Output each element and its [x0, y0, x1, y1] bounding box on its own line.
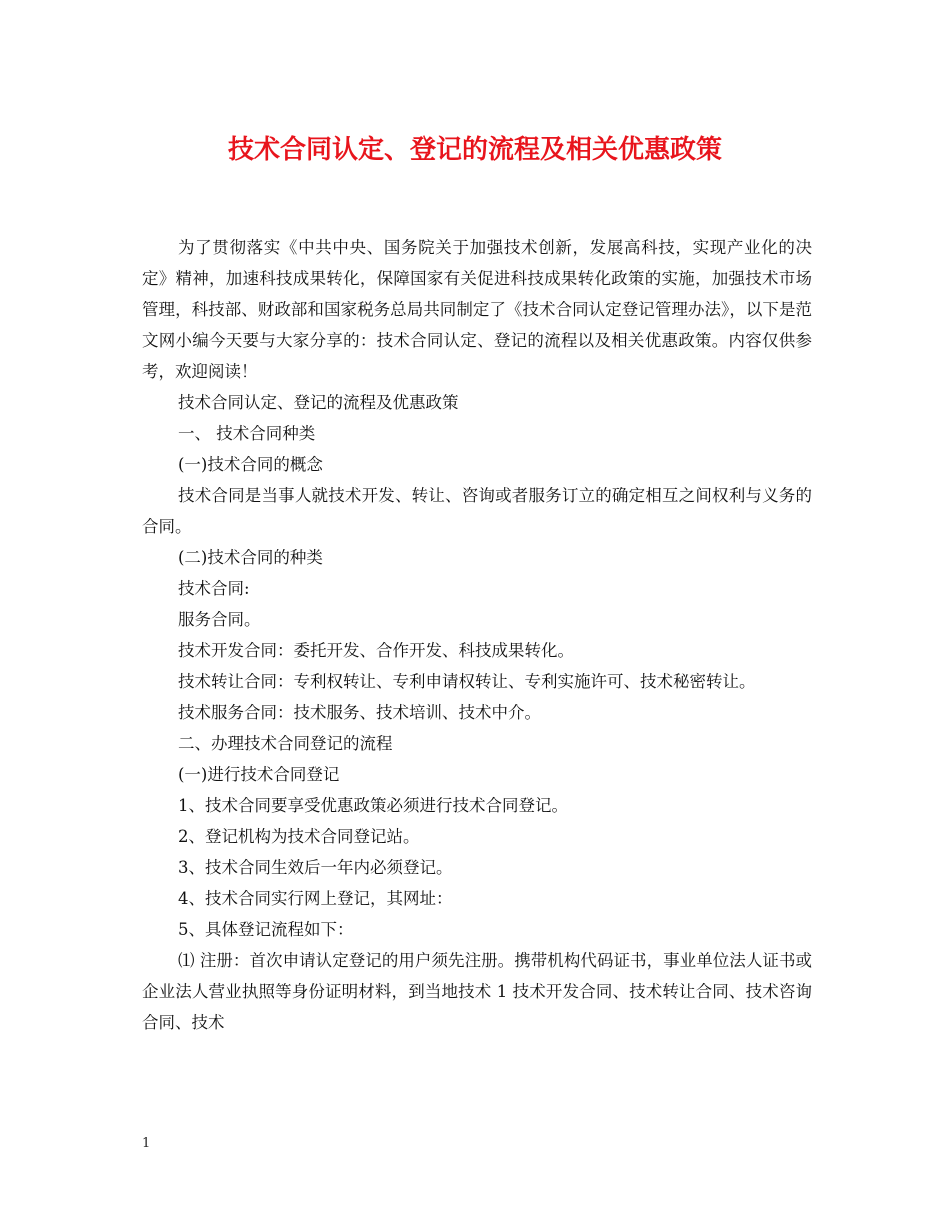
list-item-service-contract: 技术服务合同：技术服务、技术培训、技术中介。 — [178, 703, 541, 722]
subheading-registration: (一)进行技术合同登记 — [178, 765, 340, 784]
paragraph-concept-definition: 技术合同是当事人就技术开发、转让、咨询或者服务订立的确定相互之间权利与义务的合同。 — [142, 486, 812, 536]
paragraph-subtitle: 技术合同认定、登记的流程及优惠政策 — [178, 393, 459, 412]
document-title: 技术合同认定、登记的流程及相关优惠政策 — [227, 135, 722, 165]
list-item-transfer-contract: 技术转让合同：专利权转让、专利申请权转让、专利实施许可、技术秘密转让。 — [178, 672, 756, 691]
list-item: 5、具体登记流程如下： — [178, 920, 354, 939]
list-item: 2、登记机构为技术合同登记站。 — [178, 827, 420, 846]
section-heading-contract-types: 一、 技术合同种类 — [178, 424, 316, 443]
subheading-concept: (一)技术合同的概念 — [178, 455, 323, 474]
list-item: 服务合同。 — [178, 610, 261, 629]
list-item: 技术合同: — [178, 579, 250, 598]
list-item-development-contract: 技术开发合同：委托开发、合作开发、科技成果转化。 — [178, 641, 574, 660]
paragraph-registration-step: ⑴ 注册：首次申请认定登记的用户须先注册。携带机构代码证书，事业单位法人证书或企业法人营业执照等身份证明材料，到当地技术 1 技术开发合同、技术转让合同、技术咨询合同、技术 — [142, 951, 812, 1032]
document-body — [142, 232, 812, 1038]
section-heading-registration-process: 二、办理技术合同登记的流程 — [178, 734, 393, 753]
list-item: 3、技术合同生效后一年内必须登记。 — [178, 858, 453, 877]
paragraph-intro: 为了贯彻落实《中共中央、国务院关于加强技术创新，发展高科技，实现产业化的决定》精神，加速科技成果转化，保障国家有关促进科技成果转化政策的实施，加强技术市场管理，科技部、财政部和国家税务总局共同制定了《技术合同认定登记管理办法》，以下是范文网小编今天要与大家分享的：技术合同认定、登记的流程以及相关优惠政策。内容仅供参考，欢迎阅读！ — [142, 238, 812, 381]
page-number: 1 — [142, 1136, 151, 1151]
list-item: 4、技术合同实行网上登记，其网址： — [178, 889, 453, 908]
list-item: 1、技术合同要享受优惠政策必须进行技术合同登记。 — [178, 796, 568, 815]
subheading-types: (二)技术合同的种类 — [178, 548, 323, 567]
